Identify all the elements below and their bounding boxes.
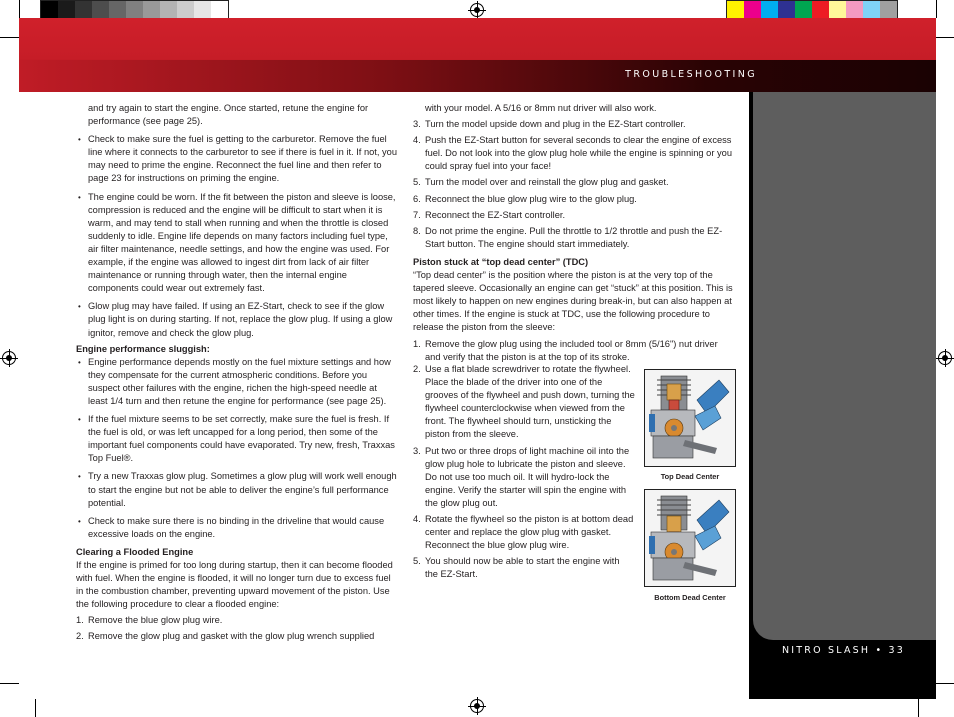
section-title: TROUBLESHOOTING (625, 69, 757, 80)
list-item: 1. Remove the blue glow plug wire. (76, 615, 223, 626)
color-calibration-bar (726, 0, 898, 19)
list-item: 4. Push the EZ-Start button for several seconds to clear the engine of excess fuel. Do not look into the glow plug hole while the engine is spinning or you could spray fuel into your face! (413, 135, 732, 172)
gray-swatch (177, 1, 194, 18)
crop-mark (918, 699, 919, 717)
list-item: 5. Turn the model over and reinstall the glow plug and gasket. (413, 177, 669, 188)
intro-text: and try again to start the engine. Once started, retune the engine for performance (see page 25). (88, 103, 369, 127)
heading-tdc: Piston stuck at “top dead center” (TDC) (413, 256, 589, 267)
header-banner-shadow (19, 60, 936, 92)
page-number: NITRO SLASH • 33 (782, 645, 905, 656)
list-item: 2. Remove the glow plug and gasket with the glow plug wrench supplied (76, 631, 375, 642)
color-swatch (761, 1, 778, 18)
crop-mark (936, 37, 954, 38)
engine-photo-top-dead-center (644, 369, 736, 467)
gray-swatch (143, 1, 160, 18)
engine-cutaway-icon (645, 490, 735, 586)
registration-mark-icon (2, 351, 16, 365)
registration-mark-icon (470, 699, 484, 713)
color-swatch (744, 1, 761, 18)
color-swatch (812, 1, 829, 18)
gray-swatch (58, 1, 75, 18)
crop-mark (936, 683, 954, 684)
registration-mark-icon (938, 351, 952, 365)
list-item: • Glow plug may have failed. If using an EZ-Start, check to see if the glow plug light is on during starting. If not, replace the glow plug. If using a glow ignitor, remove and check the glow plug. (76, 300, 398, 339)
list-item: 6. Reconnect the blue glow plug wire to the glow plug. (413, 193, 637, 204)
heading-flooded: Clearing a Flooded Engine (76, 546, 194, 557)
list-item: • Engine performance depends mostly on the fuel mixture settings and how they compensate for the current atmospheric conditions. Before you suspect other failures with the engine, richen the high-speed needle at least 1/4 turn and then retune the engine for performance (see page 25). (76, 356, 398, 408)
list-item: 3. Put two or three drops of light machine oil into the glow plug hole to lubricate the piston and sleeve. Do not use too much oil. It will hydro-lock the engine. Verify the starter will spin the engine with the glow plug out. (413, 445, 630, 508)
gray-swatch (109, 1, 126, 18)
list-item: 4. Rotate the flywheel so the piston is at bottom dead center and replace the glow plug with gasket. Reconnect the blue glow plug wire. (413, 514, 634, 551)
list-item: • Check to make sure the fuel is getting to the carburetor. Remove the fuel line where it connects to the carburetor to see if there is fuel in it. If not, you may need to prime the engine. Reconnect the fuel line and then refer to page 23 for instructions on priming the engine. (76, 133, 398, 185)
list-item: with your model. A 5/16 or 8mm nut driver will also work. (425, 103, 657, 113)
caption-top-dead-center: Top Dead Center (660, 472, 720, 481)
engine-photo-bottom-dead-center (644, 489, 736, 587)
color-swatch (880, 1, 897, 18)
grayscale-calibration-bar (40, 0, 229, 19)
crop-mark (19, 0, 20, 18)
tdc-paragraph: “Top dead center” is the position where the piston is at the very top of the tapered sleeve. Occasionally an engine can get “stuck” at this position. This is most likely to happen on new engines during break-in, but can also happen at other times. If the engine is stuck at TDC, use the following procedure to release the piston from the sleeve: (413, 270, 733, 333)
color-swatch (795, 1, 812, 18)
crop-mark (35, 699, 36, 717)
flooded-paragraph: If the engine is primed for too long during startup, then it can become flooded with fuel. When the engine is flooded, it will no longer turn due to excess fuel in the combustion chamber, preventing upward movement of the piston. Use the following procedure to clear a flooded engine: (76, 560, 393, 610)
color-swatch (727, 1, 744, 18)
list-item: • Check to make sure there is no binding in the driveline that would cause excessive loads on the engine. (76, 515, 398, 541)
caption-bottom-dead-center: Bottom Dead Center (654, 593, 726, 602)
side-panel-gray (753, 92, 936, 640)
right-column-narrow (413, 363, 635, 582)
color-swatch (863, 1, 880, 18)
crop-mark (936, 0, 937, 18)
list-item: 8. Do not prime the engine. Pull the throttle to 1/2 throttle and push the EZ-Start button. The engine should start immediately. (413, 225, 723, 249)
gray-swatch (75, 1, 92, 18)
gray-swatch (160, 1, 177, 18)
heading-sluggish: Engine performance sluggish: (76, 343, 210, 354)
list-item: • If the fuel mixture seems to be set correctly, make sure the fuel is fresh. If the fuel is old, or was left uncapped for a long period, then some of the important fuel components could have evaporated. Try new, fresh, Traxxas Top Fuel®. (76, 413, 398, 465)
right-column (413, 102, 735, 364)
list-item: 7. Reconnect the EZ-Start controller. (413, 209, 566, 220)
color-swatch (846, 1, 863, 18)
gray-swatch (194, 1, 211, 18)
gray-swatch (126, 1, 143, 18)
list-item: • Try a new Traxxas glow plug. Sometimes a glow plug will work well enough to start the engine but not be able to deliver the engine’s full performance potential. (76, 470, 398, 509)
list-item: 2. Use a flat blade screwdriver to rotate the flywheel. Place the blade of the driver into one of the grooves of the flywheel and push down, turning the flywheel counterclockwise when viewed from the front. The flywheel should turn, unsticking the piston from the sleeve. (413, 364, 635, 440)
registration-mark-icon (470, 3, 484, 17)
list-item: 3. Turn the model upside down and plug in the EZ-Start controller. (413, 119, 686, 130)
color-swatch (778, 1, 795, 18)
gray-swatch (92, 1, 109, 18)
gray-swatch (41, 1, 58, 18)
list-item: 1. Remove the glow plug using the included tool or 8mm (5/16") nut driver and verify that the piston is at the top of its stroke. (413, 338, 718, 362)
color-swatch (829, 1, 846, 18)
gray-swatch (211, 1, 228, 18)
engine-cutaway-icon (645, 370, 735, 466)
crop-mark (0, 683, 19, 684)
list-item: 5. You should now be able to start the engine with the EZ-Start. (413, 556, 620, 580)
list-item: • The engine could be worn. If the fit between the piston and sleeve is loose, compression is reduced and the engine will be difficult to start when it is warm, and may tend to stall when running and when the throttle is closed suddenly to idle. Engine life depends on many factors including fuel type, air filter maintenance, needle settings, and how the engine was used. For example, if the engine was allowed to ingest dirt from lack of air filter maintenance or running through water, then the internal engine components could wear out extremely fast. (76, 191, 398, 296)
left-column (76, 102, 398, 644)
crop-mark (0, 37, 19, 38)
